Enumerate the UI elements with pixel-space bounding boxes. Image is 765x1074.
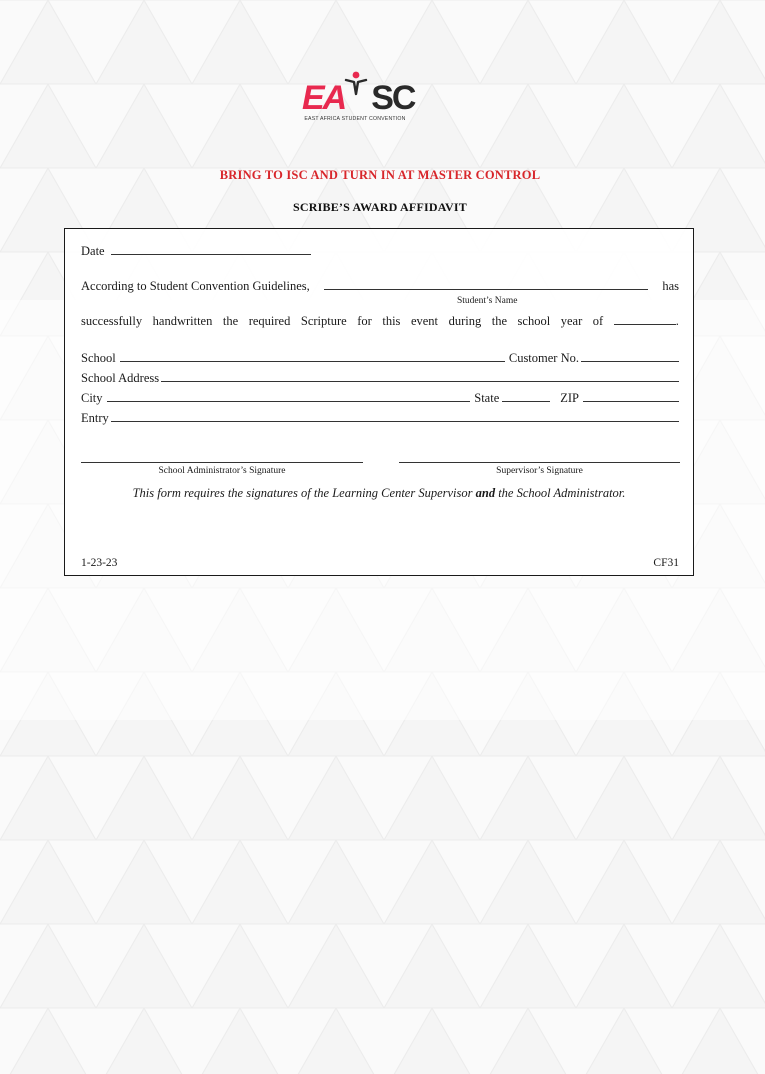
school-label: School <box>81 351 116 365</box>
sentence-word: handwritten <box>152 314 213 328</box>
supervisor-signature-caption: Supervisor’s Signature <box>496 466 583 476</box>
school-address-label: School Address <box>81 371 160 385</box>
scripture-sentence-row <box>81 313 679 329</box>
guideline-row <box>81 278 679 294</box>
logo-wordmark-right: SC <box>371 79 415 117</box>
school-address-row <box>81 370 679 386</box>
date-label: Date <box>81 244 105 258</box>
has-text: has <box>662 279 679 293</box>
sentence-end: . <box>675 314 679 328</box>
date-code: 1-23-23 <box>81 557 118 569</box>
sentence-word: successfully <box>81 314 143 328</box>
school-address-field[interactable] <box>161 370 679 382</box>
logo-wordmark <box>302 80 414 116</box>
school-row <box>81 350 679 366</box>
school-year-group <box>614 313 679 329</box>
note-part2: the School Administrator. <box>498 486 626 500</box>
admin-signature-line[interactable] <box>81 462 363 463</box>
state-field[interactable] <box>502 390 550 402</box>
sentence-word: school <box>517 314 551 328</box>
zip-label: ZIP <box>560 391 579 405</box>
state-label: State <box>474 391 500 405</box>
customer-no-label: Customer No. <box>508 351 579 365</box>
date-row <box>81 243 679 259</box>
school-year-field[interactable] <box>614 313 676 325</box>
entry-row <box>81 410 679 426</box>
sentence-word: for <box>357 314 372 328</box>
entry-field[interactable] <box>111 410 679 422</box>
note-part1: This form requires the signatures of the Learning Center Supervisor <box>132 486 473 500</box>
sentence-word: event <box>410 314 439 328</box>
form-title: SCRIBE’S AWARD AFFIDAVIT <box>293 200 467 214</box>
form-code: CF31 <box>653 557 679 569</box>
form-footer <box>81 555 679 571</box>
city-state-zip-row <box>81 390 679 406</box>
logo-subtitle: EAST AFRICA STUDENT CONVENTION <box>304 116 406 122</box>
city-label: City <box>81 391 103 405</box>
student-name-caption: Student’s Name <box>457 296 518 306</box>
sentence-word: Scripture <box>300 314 347 328</box>
signature-requirement-note <box>65 486 693 501</box>
notice-heading: BRING TO ISC AND TURN IN AT MASTER CONTROL <box>219 168 541 182</box>
guideline-text: According to Student Convention Guidelines, <box>81 279 310 293</box>
sentence-word: during <box>448 314 482 328</box>
city-field[interactable] <box>107 390 471 402</box>
date-field[interactable] <box>111 243 311 255</box>
affidavit-form-box <box>64 228 694 576</box>
student-name-field[interactable] <box>324 278 648 290</box>
sentence-word: the <box>222 314 239 328</box>
sentence-word: required <box>248 314 291 328</box>
sentence-word: of <box>592 314 604 328</box>
admin-signature-caption: School Administrator’s Signature <box>158 466 286 476</box>
sentence-word: this <box>382 314 401 328</box>
eaysc-logo <box>298 70 415 126</box>
customer-no-field[interactable] <box>581 350 679 362</box>
note-emphasis: and <box>475 486 496 500</box>
entry-label: Entry <box>81 411 109 425</box>
supervisor-signature-line[interactable] <box>399 462 680 463</box>
zip-field[interactable] <box>583 390 679 402</box>
sentence-word: year <box>560 314 583 328</box>
sentence-word: the <box>491 314 508 328</box>
logo-wordmark-left: EA <box>302 79 346 117</box>
school-field[interactable] <box>120 350 505 362</box>
